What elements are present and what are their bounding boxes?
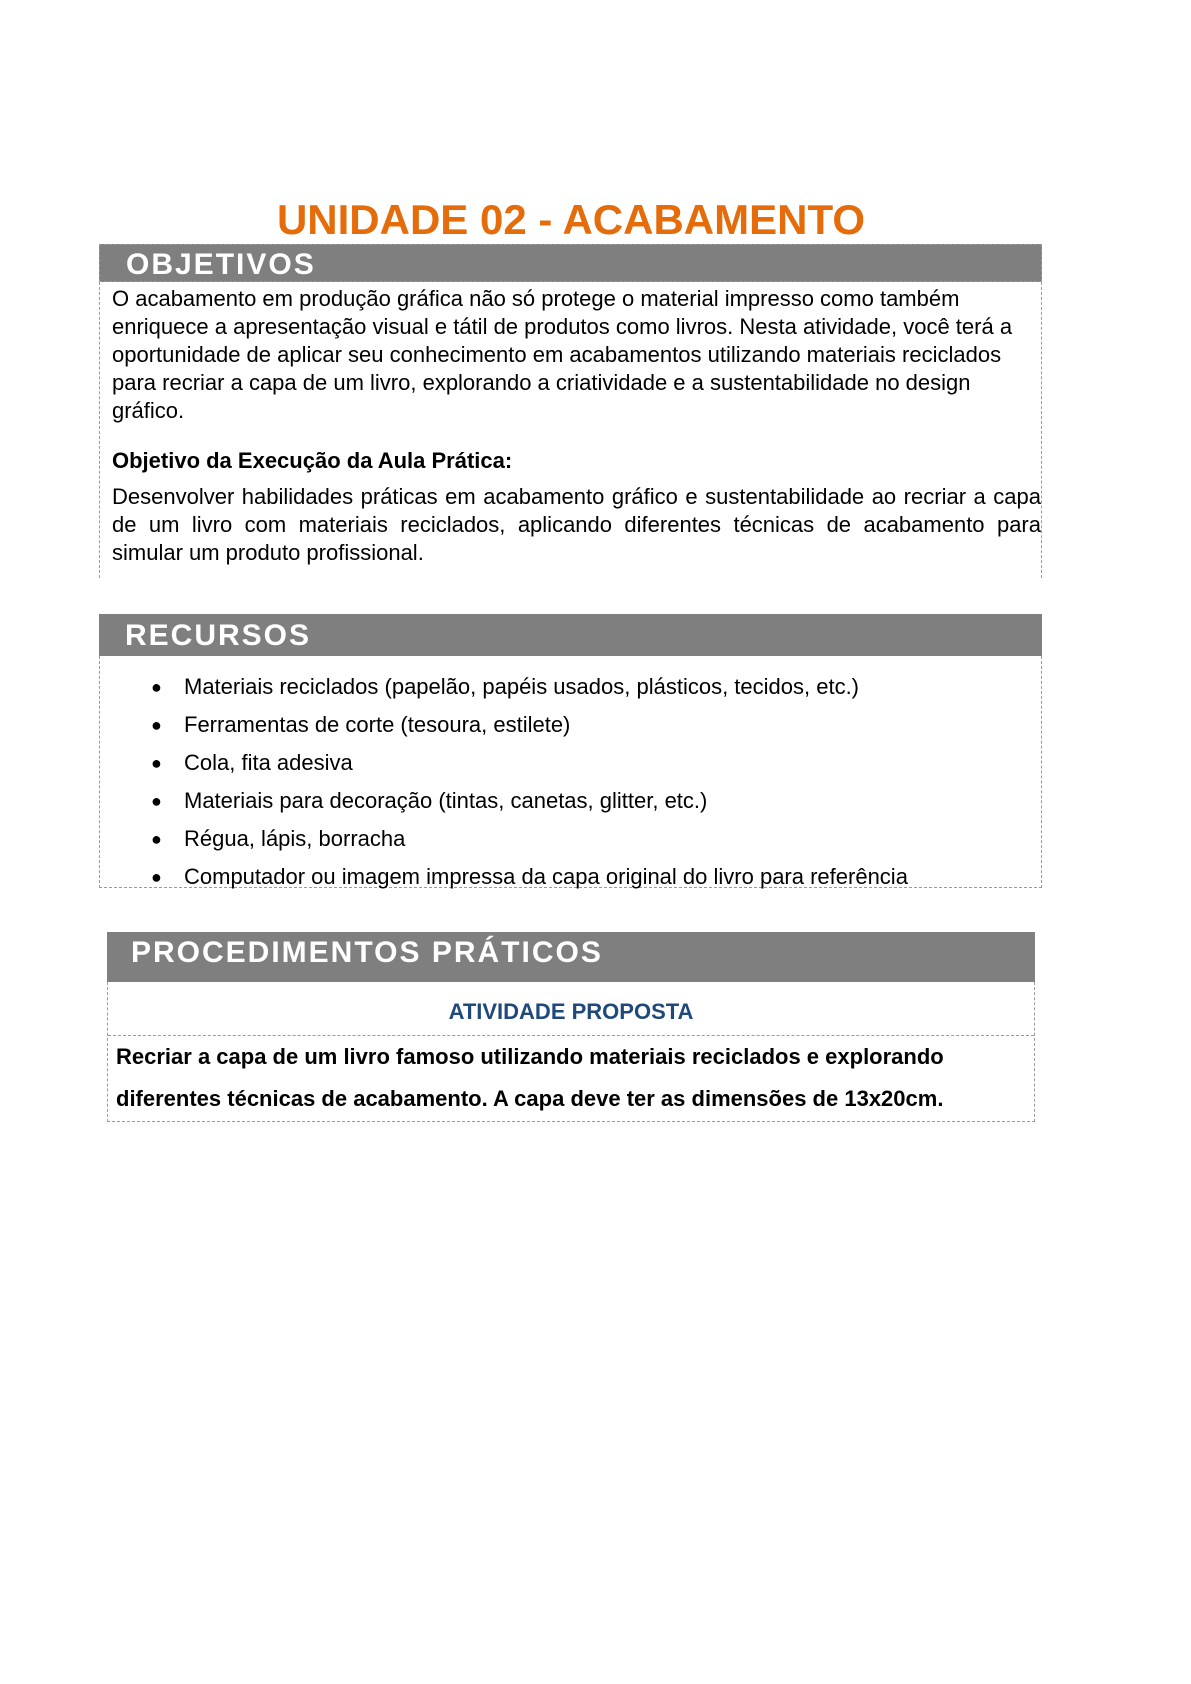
procedimentos-section <box>107 982 1035 1122</box>
bullet-icon: ● <box>151 677 162 697</box>
recursos-header: RECURSOS <box>99 614 1042 656</box>
bullet-icon: ● <box>151 791 162 811</box>
page-title: UNIDADE 02 - ACABAMENTO <box>276 196 866 243</box>
bullet-icon: ● <box>151 715 162 735</box>
list-item <box>100 858 1041 896</box>
list-item <box>100 782 1041 820</box>
list-item <box>100 706 1041 744</box>
objetivos-header: OBJETIVOS <box>99 244 1042 282</box>
list-item <box>100 744 1041 782</box>
list-item-text: Ferramentas de corte (tesoura, estilete) <box>184 712 571 737</box>
list-item-text: Cola, fita adesiva <box>184 750 353 775</box>
recursos-section <box>99 656 1042 888</box>
atividade-subheading: ATIVIDADE PROPOSTA <box>108 982 1034 1036</box>
objetivos-intro: O acabamento em produção gráfica não só protege o material impresso como também enriquece a apresentação visual e tátil de produtos como livros. Nesta atividade, você terá a oportunidade de aplicar seu conhecimento em acabamentos utilizando materiais reciclados para recriar a capa de um livro, explorando a criatividade e a sustentabilidade no design gráfico. <box>112 286 1013 423</box>
recursos-list <box>100 668 1041 896</box>
objetivos-section <box>99 282 1042 578</box>
list-item-text: Materiais reciclados (papelão, papéis usados, plásticos, tecidos, etc.) <box>184 674 860 699</box>
objetivos-subheading: Objetivo da Execução da Aula Prática: <box>112 448 513 473</box>
atividade-text: Recriar a capa de um livro famoso utilizando materiais reciclados e explorando diferentes técnicas de acabamento. A capa deve ter as dimensões de 13x20cm. <box>116 1044 944 1111</box>
procedimentos-header: PROCEDIMENTOS PRÁTICOS <box>107 932 1035 982</box>
list-item <box>100 820 1041 858</box>
bullet-icon: ● <box>151 753 162 773</box>
list-item-text: Régua, lápis, borracha <box>184 826 406 851</box>
objetivos-goal: Desenvolver habilidades práticas em acabamento gráfico e sustentabilidade ao recriar a capa de um livro com materiais reciclados, aplicando diferentes técnicas de acabamento para simular um produto profissional. <box>112 484 1041 565</box>
list-item <box>100 668 1041 706</box>
bullet-icon: ● <box>151 829 162 849</box>
bullet-icon: ● <box>151 867 162 887</box>
list-item-text: Materiais para decoração (tintas, canetas, glitter, etc.) <box>184 788 708 813</box>
list-item-text: Computador ou imagem impressa da capa original do livro para referência <box>184 864 908 889</box>
